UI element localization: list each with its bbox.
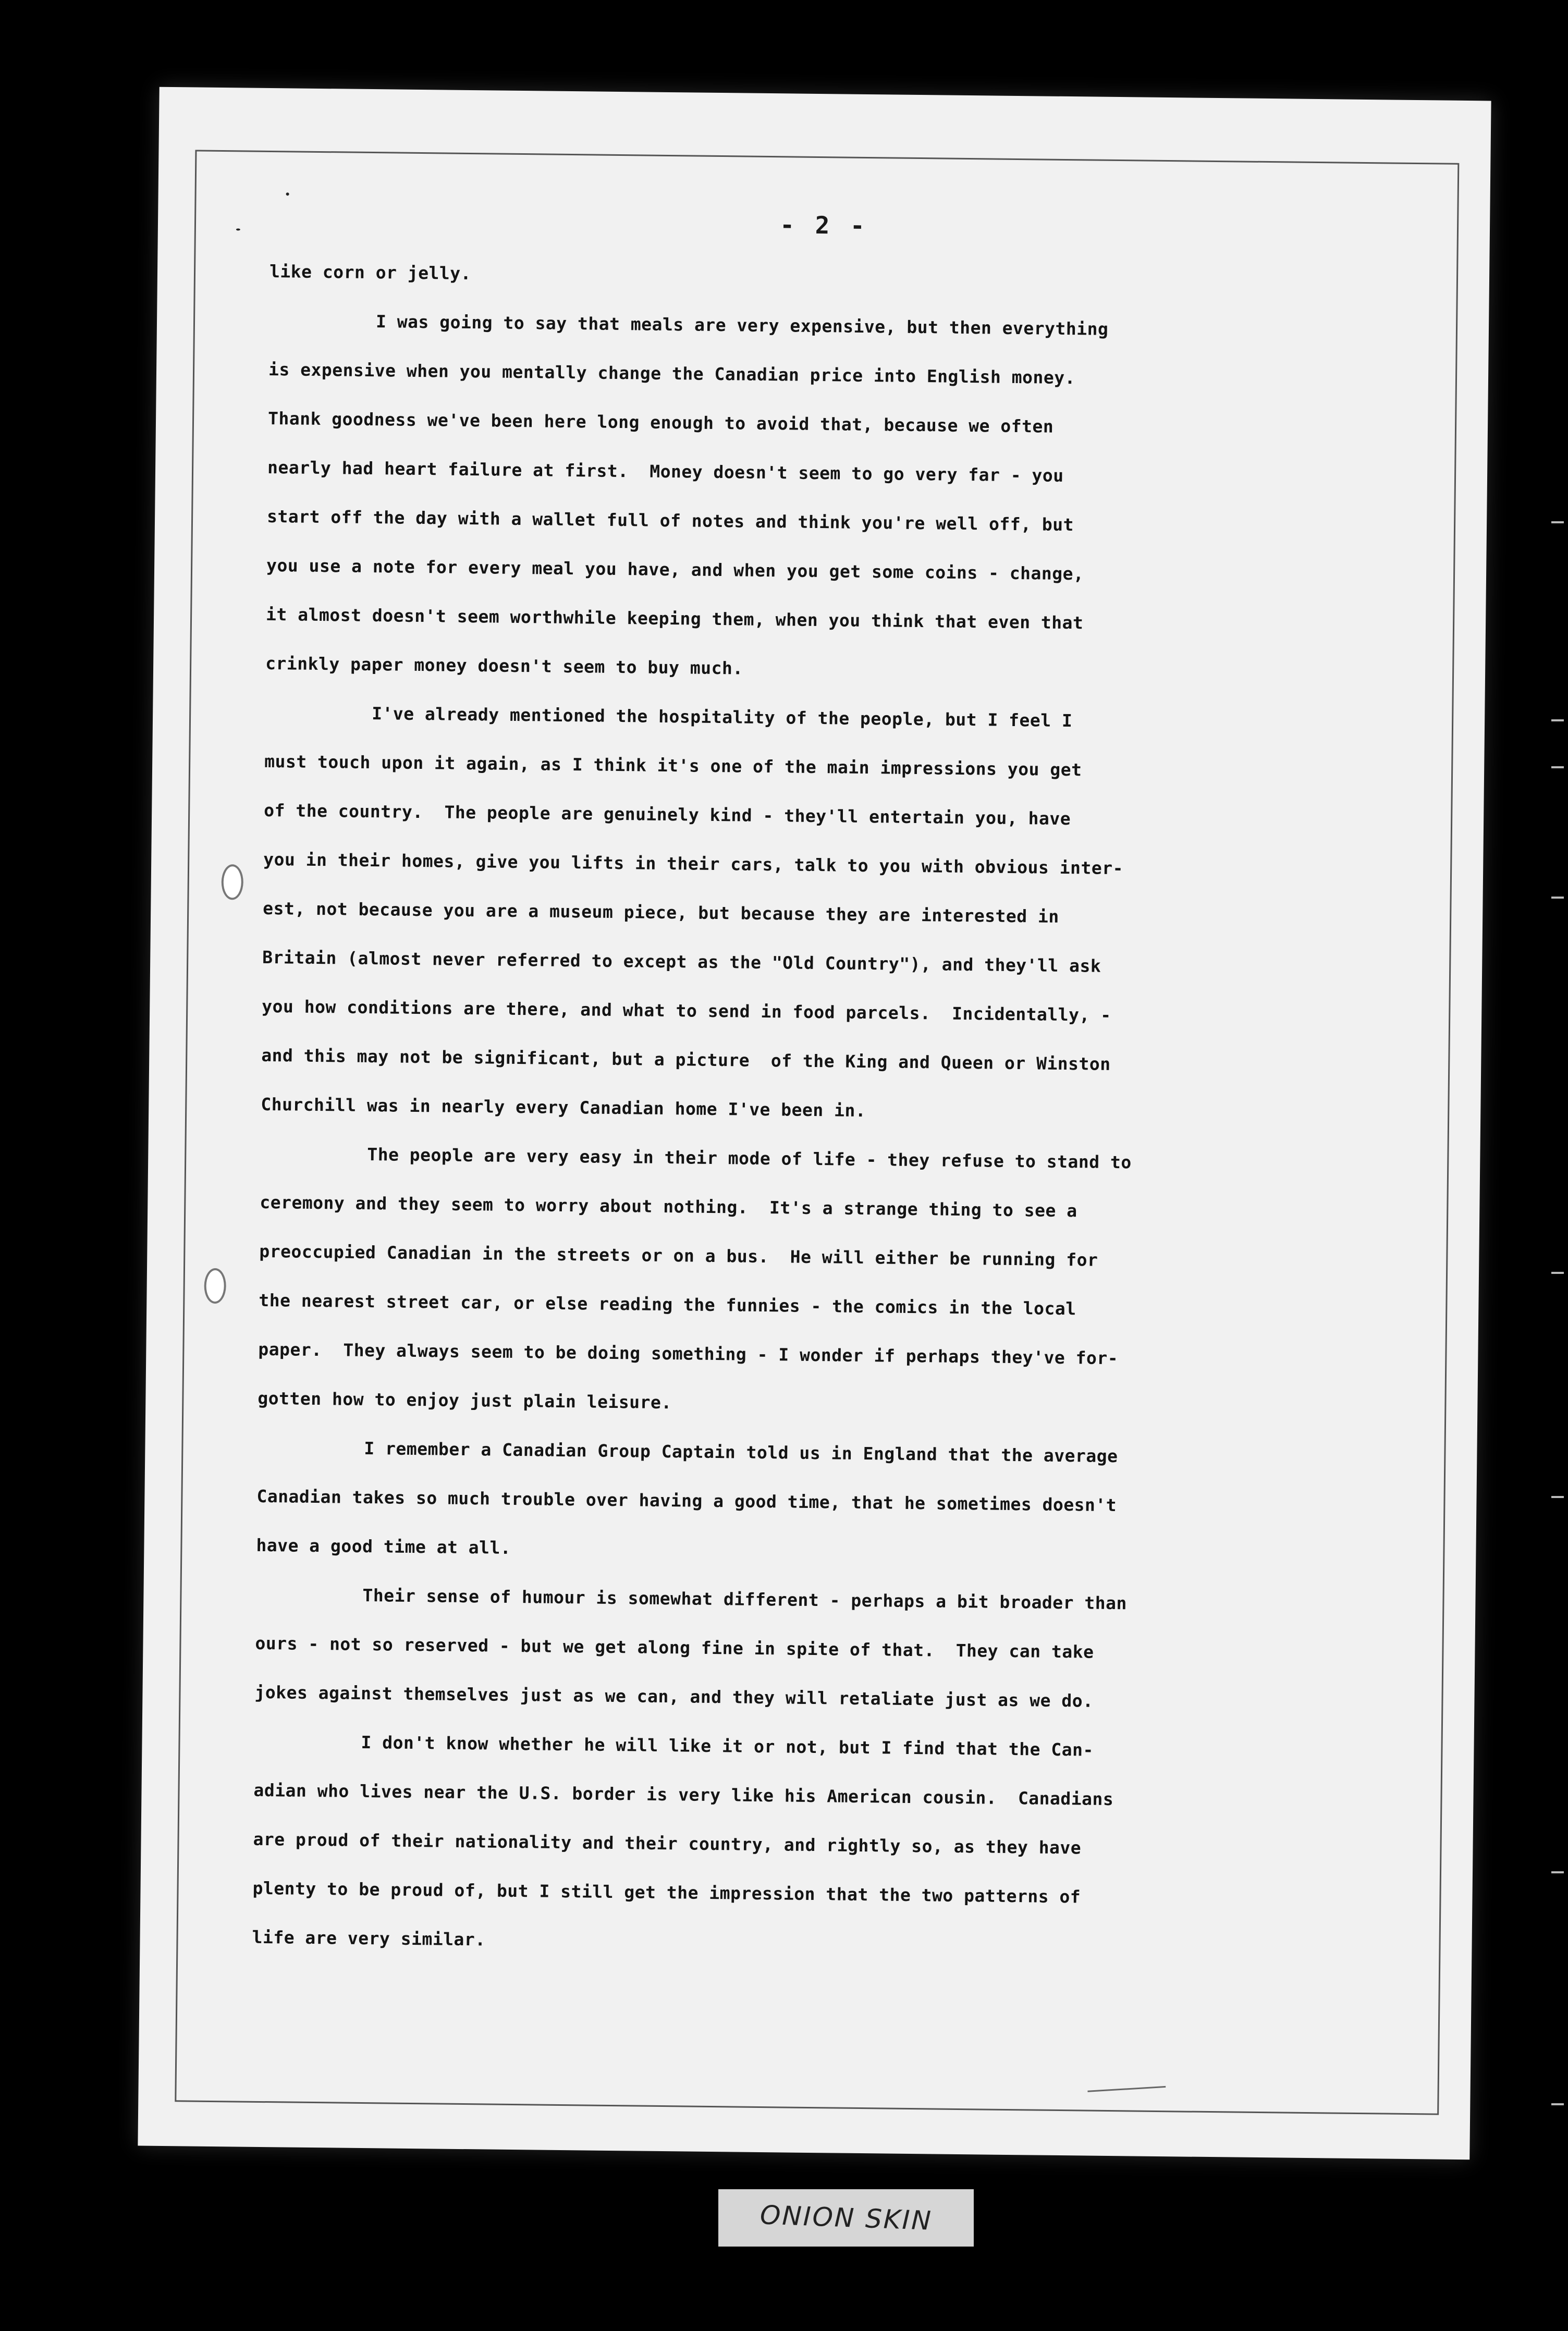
edge-tick — [1551, 1272, 1564, 1274]
edge-tick — [1551, 521, 1564, 523]
text-line: I've already mentioned the hospitality of the people, but I feel I — [371, 703, 1073, 731]
text-line: must touch upon it again, as I think it's one of the main impressions you get — [264, 751, 1082, 780]
typed-body-text — [252, 247, 1354, 1973]
page-number: - 2 - — [780, 211, 868, 240]
text-line: The people are very easy in their mode of life - they refuse to stand to — [367, 1144, 1132, 1173]
edge-tick — [1551, 1496, 1564, 1498]
text-line: like corn or jelly. — [269, 261, 472, 284]
text-line: is expensive when you mentally change the Canadian price into English money. — [268, 359, 1076, 388]
text-line: ceremony and they seem to worry about nothing. It's a strange thing to see a — [260, 1192, 1077, 1221]
text-line: I don't know whether he will like it or not, but I find that the Can- — [361, 1732, 1094, 1760]
text-line: it almost doesn't seem worthwhile keeping them, when you think that even that — [265, 604, 1084, 633]
text-line: Churchill was in nearly every Canadian home I've been in. — [261, 1094, 866, 1121]
text-line: the nearest street car, or else reading the funnies - the comics in the local — [259, 1290, 1076, 1319]
text-line: adian who lives near the U.S. border is very like his American cousin. Canadians — [253, 1780, 1114, 1810]
text-line: crinkly paper money doesn't seem to buy much. — [265, 653, 743, 679]
edge-tick — [1551, 897, 1564, 899]
text-line: preoccupied Canadian in the streets or on a bus. He will either be running for — [259, 1241, 1098, 1270]
text-line: Canadian takes so much trouble over having a good time, that he sometimes doesn't — [256, 1486, 1117, 1516]
text-line: have a good time at all. — [256, 1535, 511, 1558]
text-line: you use a note for every meal you have, and when you get some coins - change, — [266, 555, 1084, 584]
text-line: life are very similar. — [252, 1927, 486, 1950]
text-line: you how conditions are there, and what to send in food parcels. Incidentally, - — [262, 996, 1111, 1025]
text-line: Britain (almost never referred to except as the "Old Country"), and they'll ask — [262, 947, 1101, 976]
label-text: ONION SKIN — [759, 2200, 933, 2236]
text-line: paper. They always seem to be doing something - I wonder if perhaps they've for- — [258, 1339, 1119, 1369]
text-line: est, not because you are a museum piece, but because they are interested in — [263, 898, 1059, 927]
text-line: you in their homes, give you lifts in their cars, talk to you with obvious inter- — [263, 849, 1124, 879]
text-line: I remember a Canadian Group Captain told us in England that the average — [364, 1438, 1118, 1467]
text-line: and this may not be significant, but a picture of the King and Queen or Winston — [261, 1045, 1111, 1074]
text-line: I was going to say that meals are very expensive, but then everything — [375, 311, 1109, 339]
text-line: plenty to be proud of, but I still get the impression that the two patterns of — [252, 1878, 1081, 1907]
text-line: jokes against themselves just as we can, and they will retaliate just as we do. — [254, 1682, 1094, 1711]
text-line: Their sense of humour is somewhat different - perhaps a bit broader than — [362, 1585, 1128, 1614]
text-line: start off the day with a wallet full of notes and think you're well off, but — [266, 506, 1074, 535]
text-line: gotten how to enjoy just plain leisure. — [258, 1388, 672, 1413]
text-line: Thank goodness we've been here long enough to avoid that, because we often — [267, 408, 1054, 437]
text-line: are proud of their nationality and their country, and rightly so, as they have — [253, 1829, 1082, 1858]
paper-speck — [286, 192, 289, 195]
edge-tick — [1551, 2103, 1564, 2105]
text-line: nearly had heart failure at first. Money doesn't seem to go very far - you — [267, 457, 1064, 486]
edge-tick — [1551, 766, 1564, 768]
document-page — [138, 87, 1491, 2160]
text-line: of the country. The people are genuinely kind - they'll entertain you, have — [264, 800, 1071, 829]
edge-tick — [1551, 1871, 1564, 1873]
onion-skin-label — [718, 2189, 974, 2247]
edge-tick — [1551, 719, 1564, 721]
text-line: ours - not so reserved - but we get along fine in spite of that. They can take — [255, 1633, 1094, 1662]
